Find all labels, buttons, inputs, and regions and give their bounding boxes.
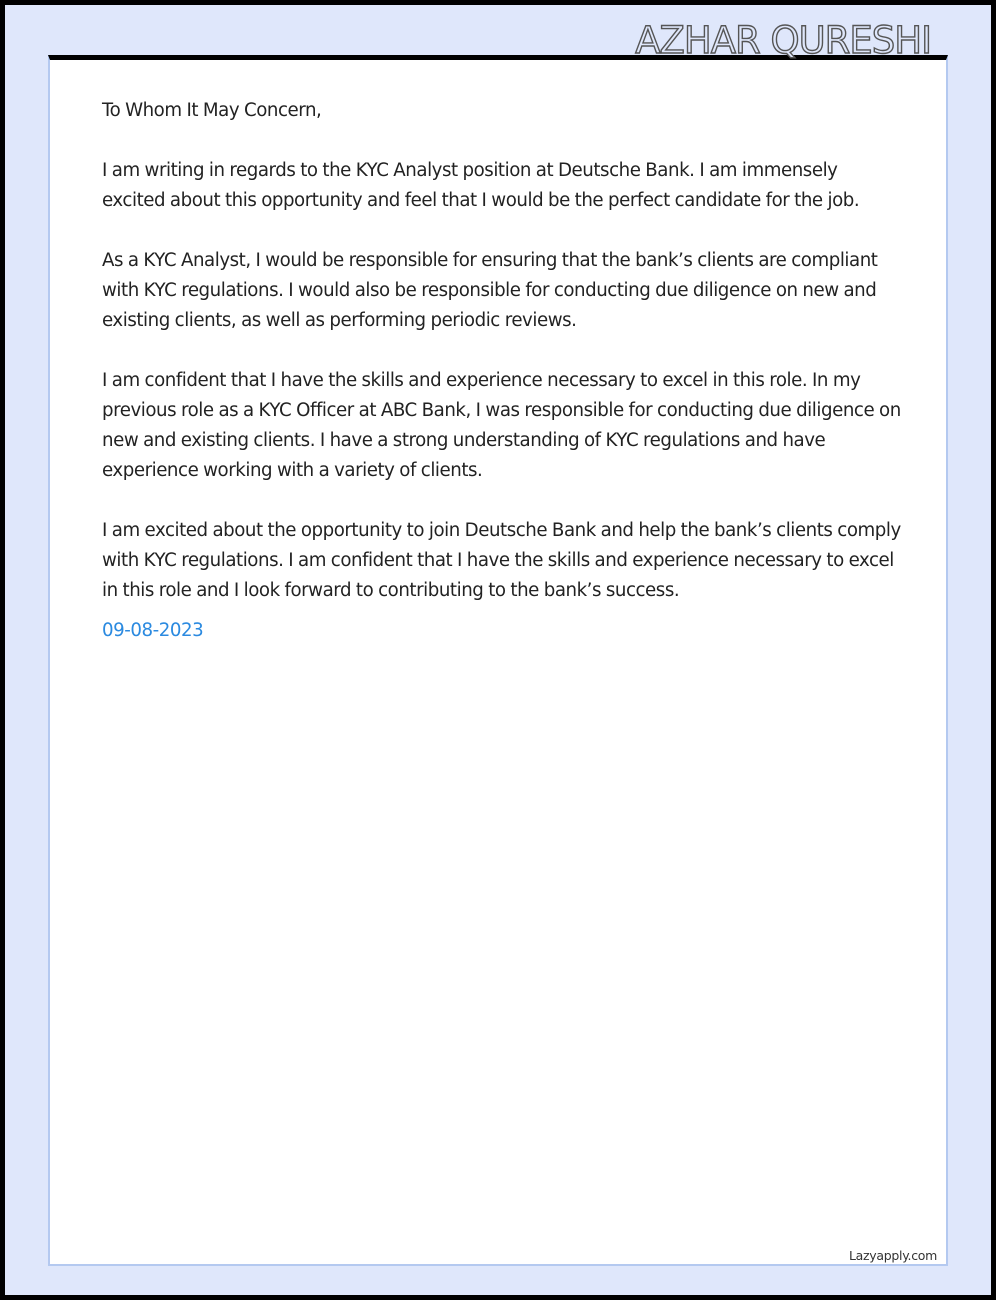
letter-paper [48,55,948,1266]
footer-brand: Lazyapply.com [849,1248,937,1263]
paragraph-experience: I am confident that I have the skills and experience necessary to excel in this role. In my previous role as a KYC Officer at ABC Bank, I was responsible for conducting due diligence on new and existing clients. I have a strong understanding of KYC regulations and have experience working with a variety of clients. [102,370,901,481]
cover-letter-body [102,96,902,676]
letter-date: 09-08-2023 [102,620,204,641]
paragraph-responsibilities: As a KYC Analyst, I would be responsible for ensuring that the bank’s clients are compliant with KYC regulations. I would also be responsible for conducting due diligence on new and existing clients, as well as performing periodic reviews. [102,250,878,331]
salutation: To Whom It May Concern, [102,100,322,121]
page-frame [5,5,991,1295]
applicant-name: AZHAR QURESHI [635,19,931,62]
paragraph-intro: I am writing in regards to the KYC Analyst position at Deutsche Bank. I am immensely excited about this opportunity and feel that I would be the perfect candidate for the job. [102,160,860,211]
paragraph-closing: I am excited about the opportunity to join Deutsche Bank and help the bank’s clients comply with KYC regulations. I am confident that I have the skills and experience necessary to excel in this role and I look forward to contributing to the bank’s success. [102,520,901,601]
